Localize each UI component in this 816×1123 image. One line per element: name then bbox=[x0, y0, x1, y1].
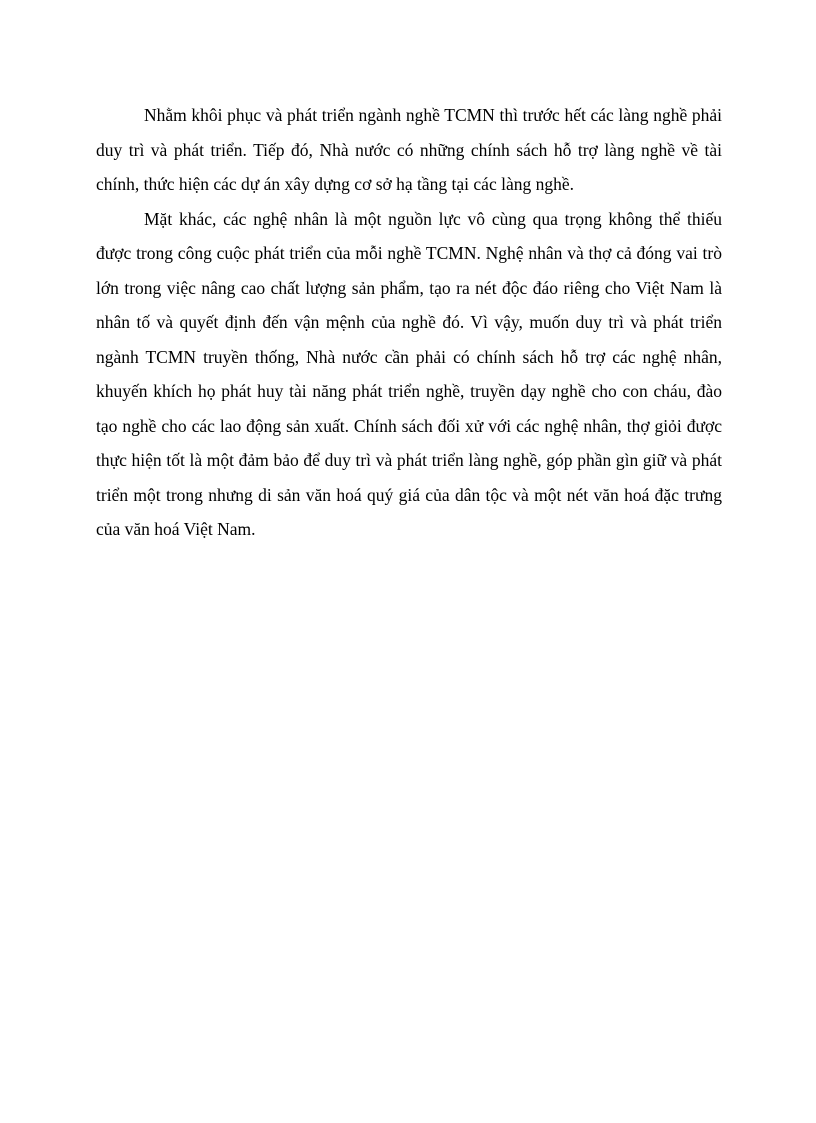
paragraph-artisans-role: Mặt khác, các nghệ nhân là một nguồn lực vô cùng qua trọng không thể thiếu được trong công cuộc phát triển của mỗi nghề TCMN. Nghệ nhân và thợ cả đóng vai trò lớn trong việc nâng cao chất lượng sản phẩm, tạo ra nét độc đáo riêng cho Việt Nam là nhân tố và quyết định đến vận mệnh của nghề đó. Vì vậy, muốn duy trì và phát triển ngành TCMN truyền thống, Nhà nước cần phải có chính sách hỗ trợ các nghệ nhân, khuyến khích họ phát huy tài năng phát triển nghề, truyền dạy nghề cho con cháu, đào tạo nghề cho các lao động sản xuất. Chính sách đối xử với các nghệ nhân, thợ giỏi được thực hiện tốt là một đảm bảo để duy trì và phát triển làng nghề, góp phần gìn giữ và phát triển một trong nhưng di sản văn hoá quý giá của dân tộc và một nét văn hoá đặc trưng của văn hoá Việt Nam. bbox=[96, 208, 722, 539]
paragraph-craft-village-recovery: Nhằm khôi phục và phát triển ngành nghề TCMN thì trước hết các làng nghề phải duy trì và phát triển. Tiếp đó, Nhà nước có những chính sách hỗ trợ làng nghề về tài chính, thức hiện các dự án xây dựng cơ sở hạ tầng tại các làng nghề. bbox=[96, 105, 722, 194]
document-body bbox=[96, 98, 722, 547]
